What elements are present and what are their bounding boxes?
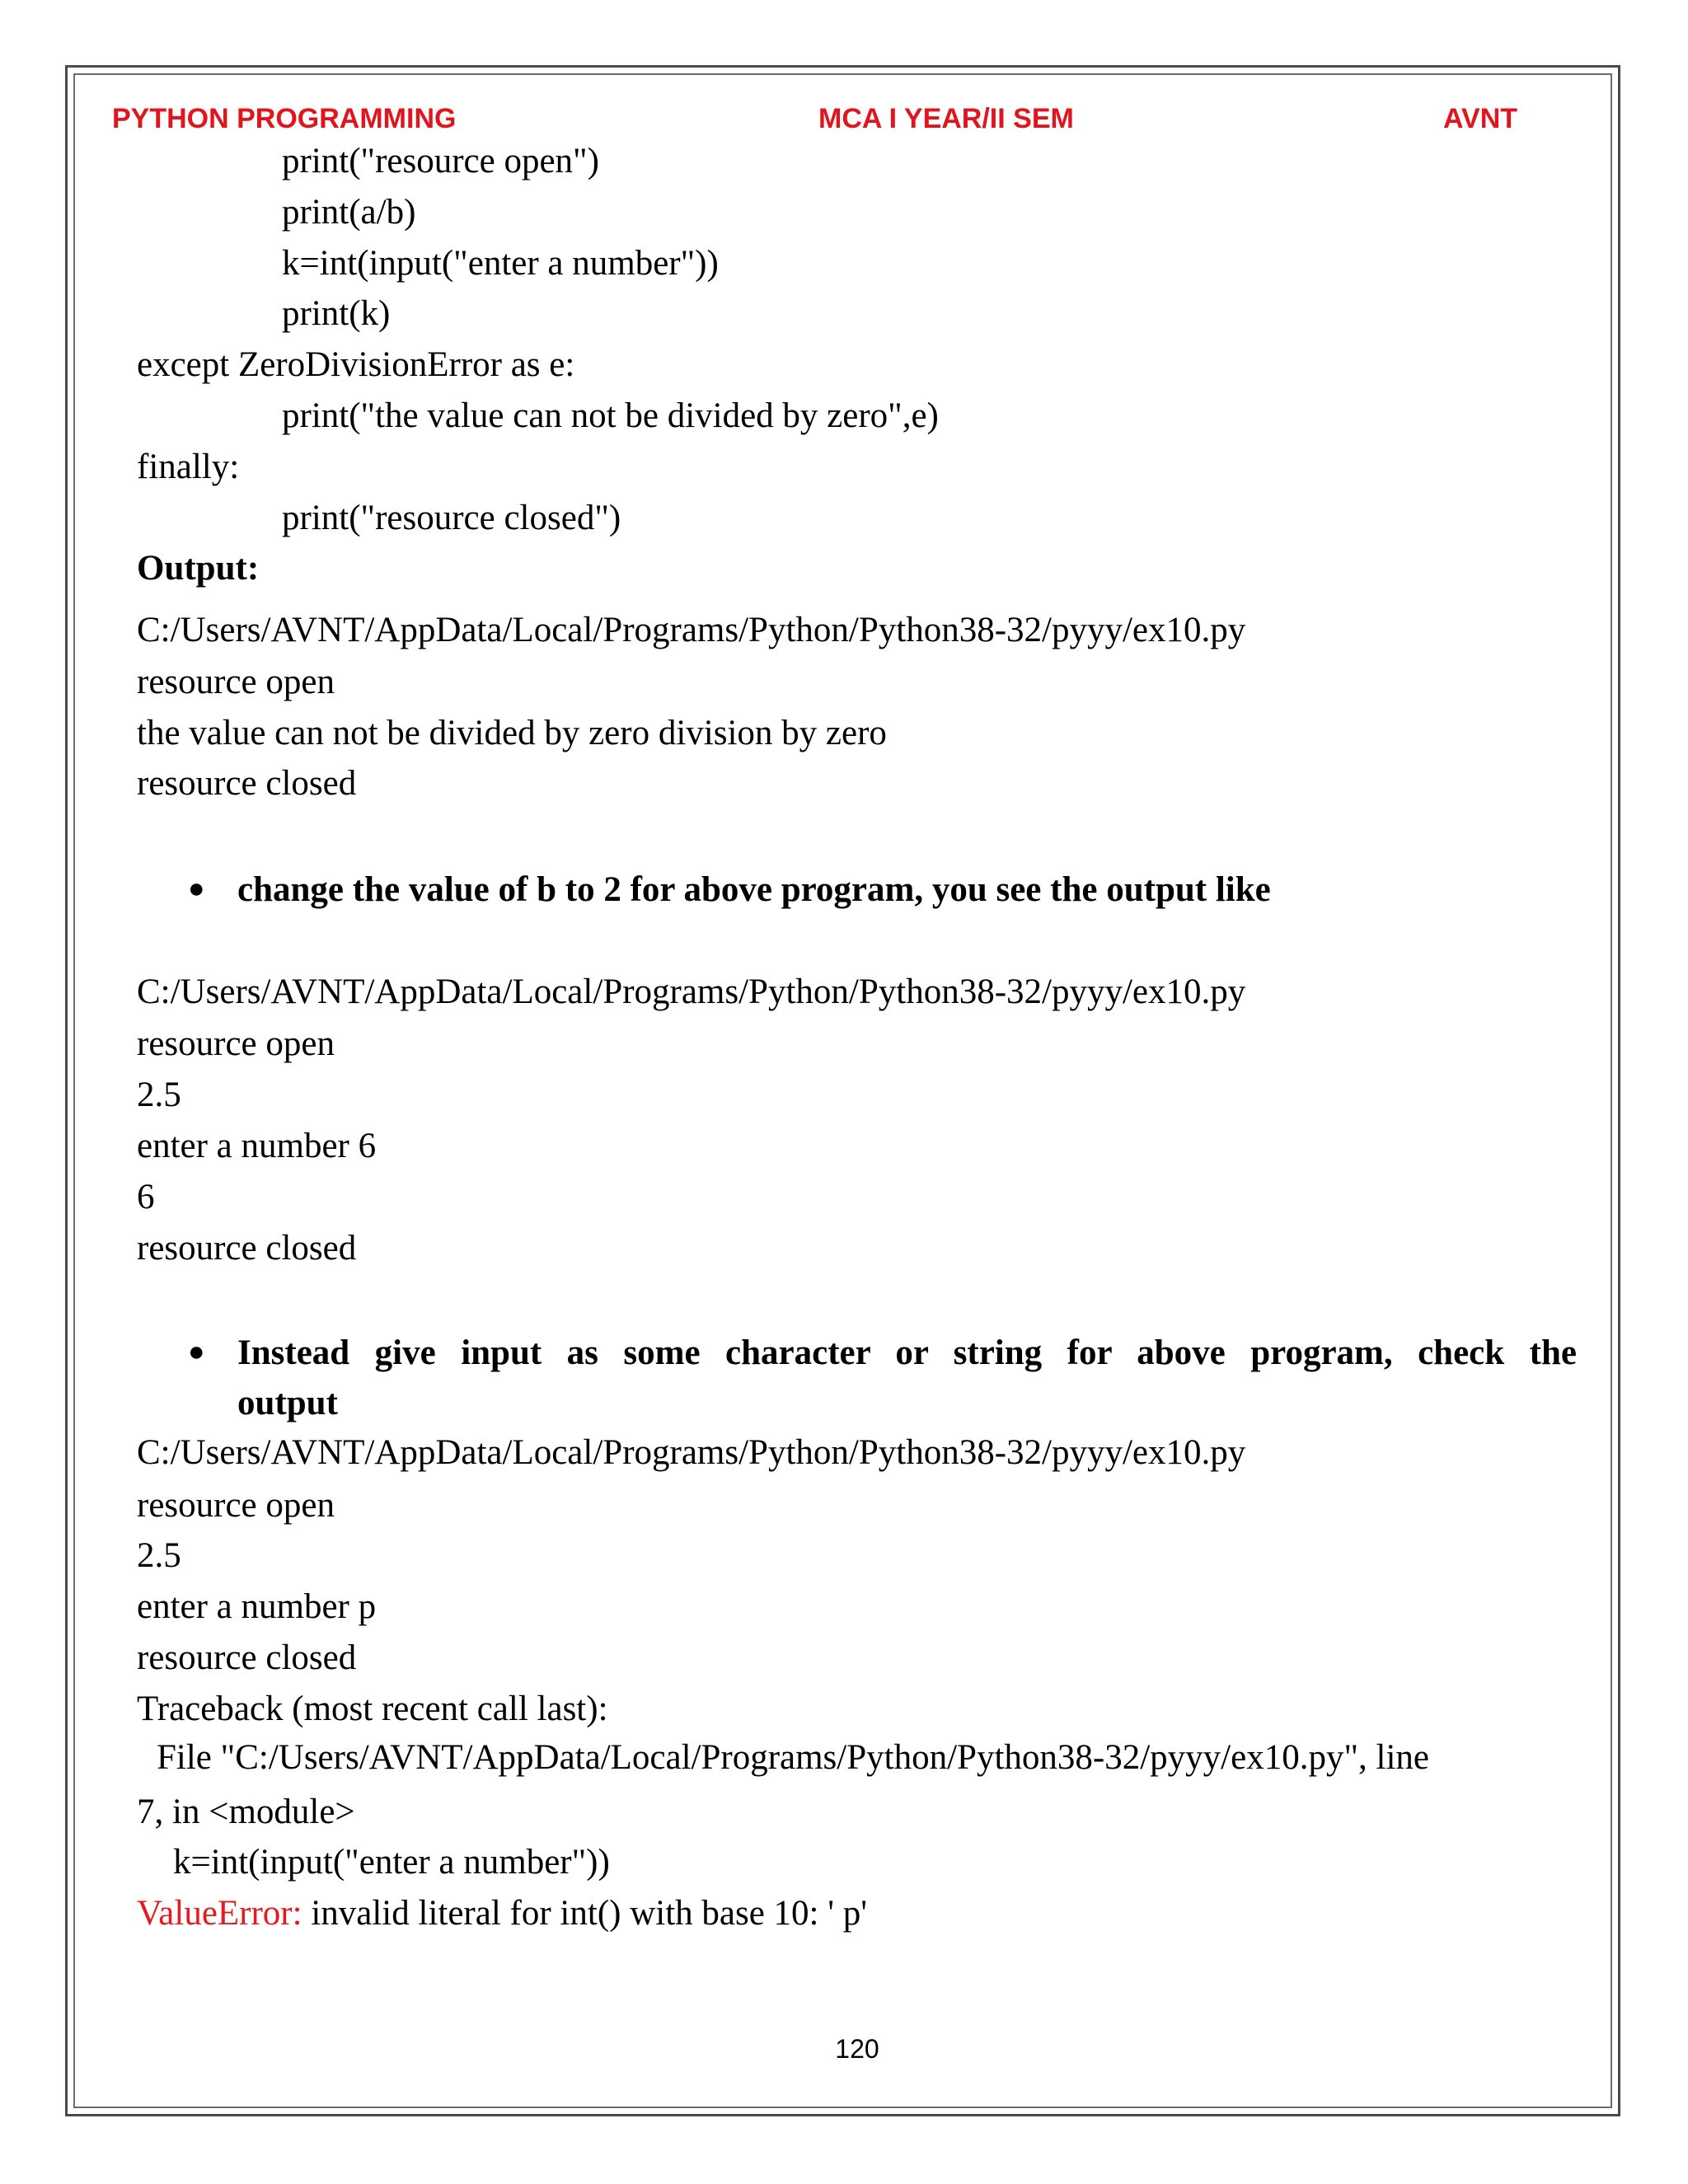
output-line: resource closed <box>137 1229 357 1268</box>
bullet-marker: ● <box>188 1337 205 1367</box>
code-line: print(a/b) <box>282 193 416 232</box>
output-line: the value can not be divided by zero division by zero <box>137 714 887 752</box>
traceback-line: File "C:/Users/AVNT/AppData/Local/Programs/Python/Python38-32/pyyy/ex10.py", line <box>157 1738 1429 1777</box>
output-line: resource open <box>137 663 335 701</box>
output-heading: Output: <box>137 549 260 588</box>
traceback-line: 7, in <module> <box>137 1793 355 1831</box>
output-line: C:/Users/AVNT/AppData/Local/Programs/Python/Python38-32/pyyy/ex10.py <box>137 972 1246 1011</box>
bullet-instruction-continued: output <box>237 1384 338 1422</box>
header-semester: MCA I YEAR/II SEM <box>818 103 1074 134</box>
output-line: 2.5 <box>137 1076 181 1114</box>
bullet-instruction: Instead give input as some character or string for above program, check the <box>237 1333 1577 1372</box>
output-line: resource open <box>137 1486 335 1525</box>
bullet-instruction: change the value of b to 2 for above program, you see the output like <box>237 870 1271 909</box>
output-line: resource closed <box>137 1638 357 1677</box>
error-type: ValueError: <box>137 1894 302 1933</box>
output-line: enter a number p <box>137 1587 377 1626</box>
output-line: C:/Users/AVNT/AppData/Local/Programs/Python/Python38-32/pyyy/ex10.py <box>137 611 1246 649</box>
page-number: 120 <box>835 2034 879 2064</box>
bullet-marker: ● <box>188 874 205 904</box>
code-line: except ZeroDivisionError as e: <box>137 345 575 384</box>
header-author: AVNT <box>1443 103 1518 134</box>
traceback-line: Traceback (most recent call last): <box>137 1690 608 1728</box>
error-message: invalid literal for int() with base 10: ' p' <box>302 1894 867 1933</box>
traceback-line: k=int(input("enter a number")) <box>173 1843 610 1882</box>
code-line: print(k) <box>282 294 391 333</box>
code-line: print("resource closed") <box>282 499 621 537</box>
output-line: enter a number 6 <box>137 1127 377 1165</box>
code-line: k=int(input("enter a number")) <box>282 244 719 283</box>
output-line: 2.5 <box>137 1536 181 1575</box>
output-line: 6 <box>137 1178 155 1216</box>
code-line: print("the value can not be divided by zero",e) <box>282 396 939 435</box>
output-line: resource open <box>137 1024 335 1063</box>
output-line: C:/Users/AVNT/AppData/Local/Programs/Python/Python38-32/pyyy/ex10.py <box>137 1433 1246 1472</box>
code-line: print("resource open") <box>282 142 599 180</box>
error-line <box>137 1892 867 1935</box>
header-course-title: PYTHON PROGRAMMING <box>112 103 457 134</box>
output-line: resource closed <box>137 764 357 803</box>
code-line: finally: <box>137 448 240 486</box>
